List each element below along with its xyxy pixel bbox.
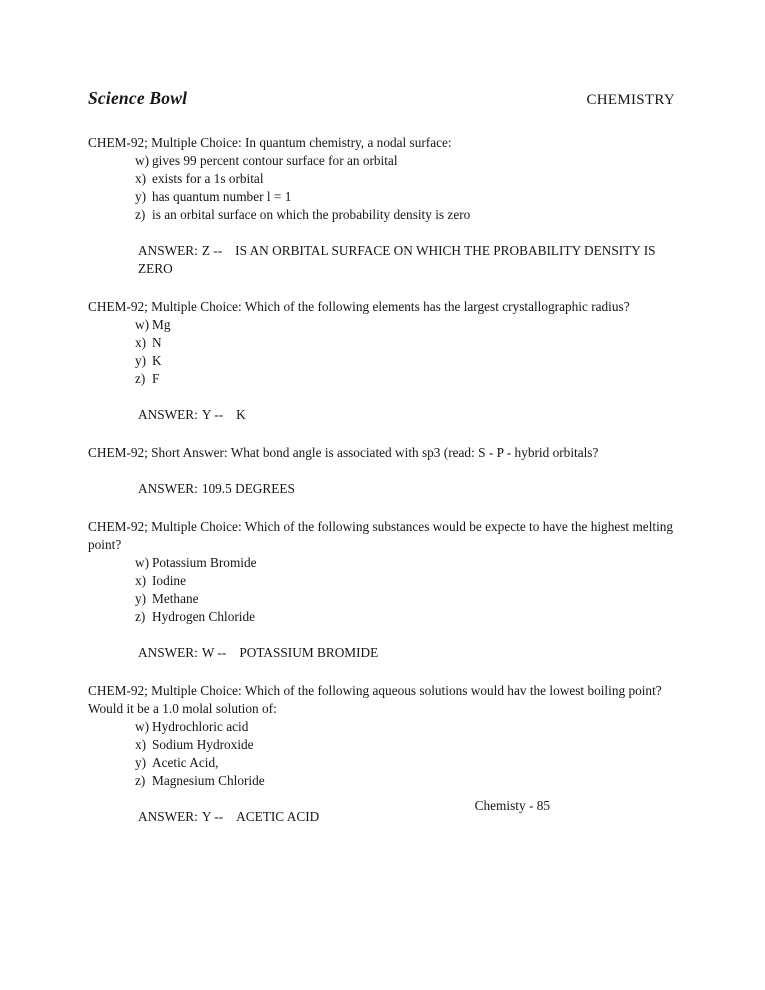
option-letter: z) [135,609,146,624]
answer-label: ANSWER: [138,809,198,824]
page-number-label: Chemisty - 85 [474,798,550,813]
option-text: K [152,353,162,368]
option-text: Iodine [152,573,186,588]
option-item[interactable] [88,170,676,188]
answer-text: POTASSIUM BROMIDE [239,645,379,660]
option-item[interactable] [88,572,676,590]
option-text: Potassium Bromide [152,555,257,570]
answer-text: K [236,407,246,422]
option-letter: z) [135,773,146,788]
option-letter: y) [135,353,147,368]
answer-line [88,644,676,662]
option-text: Acetic Acid, [152,755,219,770]
option-item[interactable] [88,334,676,352]
question-stem: CHEM-92; Multiple Choice: Which of the following aqueous solutions would hav the lowest boiling point? Would it be a 1.0 molal solution of: [88,683,662,716]
option-item[interactable] [88,608,676,626]
question-stem: CHEM-92; Short Answer: What bond angle is associated with sp3 (read: S - P - hybrid orbitals? [88,445,599,460]
page-footer [0,798,588,814]
answer-text: 109.5 DEGREES [201,481,295,496]
answer-choice-letter: Z -- [201,243,223,258]
answer-label: ANSWER: [138,407,198,422]
option-item[interactable] [88,370,676,388]
option-letter: w) [135,317,150,332]
question-list [88,134,676,826]
option-letter: y) [135,591,147,606]
option-list [88,554,676,626]
page-content [88,88,676,826]
question-stem: CHEM-92; Multiple Choice: Which of the following elements has the largest crystallographic radius? [88,299,630,314]
question-stem: CHEM-92; Multiple Choice: In quantum chemistry, a nodal surface: [88,135,452,150]
option-letter: x) [135,335,147,350]
question-block [88,518,676,662]
option-letter: w) [135,153,150,168]
answer-line [88,242,676,278]
answer-label: ANSWER: [138,243,198,258]
option-text: Sodium Hydroxide [152,737,254,752]
answer-choice-letter: Y -- [201,809,224,824]
option-letter: x) [135,573,147,588]
option-text: exists for a 1s orbital [152,171,264,186]
option-item[interactable] [88,772,676,790]
option-item[interactable] [88,316,676,334]
option-list [88,316,676,388]
page-header [88,88,676,114]
option-letter: y) [135,755,147,770]
document-title: Science Bowl [88,88,188,108]
option-text: gives 99 percent contour surface for an orbital [152,153,398,168]
option-text: Methane [152,591,199,606]
question-stem: CHEM-92; Multiple Choice: Which of the following substances would be expecte to have the highest melting point? [88,519,674,552]
option-text: Mg [152,317,171,332]
answer-choice-letter: W -- [201,645,227,660]
answer-text: ACETIC ACID [236,809,320,824]
question-block [88,444,676,498]
option-text: is an orbital surface on which the probability density is zero [152,207,471,222]
option-text: N [152,335,162,350]
answer-line [88,480,676,498]
option-letter: y) [135,189,147,204]
question-block [88,134,676,278]
option-letter: x) [135,737,147,752]
option-letter: w) [135,719,150,734]
option-item[interactable] [88,590,676,608]
answer-choice-letter: Y -- [201,407,224,422]
option-item[interactable] [88,718,676,736]
option-item[interactable] [88,188,676,206]
option-text: Magnesium Chloride [152,773,265,788]
option-item[interactable] [88,152,676,170]
answer-label: ANSWER: [138,645,198,660]
option-letter: z) [135,371,146,386]
option-text: has quantum number l = 1 [152,189,292,204]
option-text: F [152,371,160,386]
option-list [88,152,676,224]
option-item[interactable] [88,736,676,754]
option-item[interactable] [88,352,676,370]
answer-text: IS AN ORBITAL SURFACE ON WHICH THE PROBABILITY DENSITY IS ZERO [138,243,656,276]
option-letter: x) [135,171,147,186]
option-letter: w) [135,555,150,570]
option-letter: z) [135,207,146,222]
option-item[interactable] [88,554,676,572]
option-text: Hydrogen Chloride [152,609,256,624]
subject-label: CHEMISTRY [586,92,675,108]
option-item[interactable] [88,754,676,772]
option-item[interactable] [88,206,676,224]
answer-label: ANSWER: [138,481,198,496]
answer-line [88,406,676,424]
option-list [88,718,676,790]
option-text: Hydrochloric acid [152,719,249,734]
question-block [88,298,676,424]
